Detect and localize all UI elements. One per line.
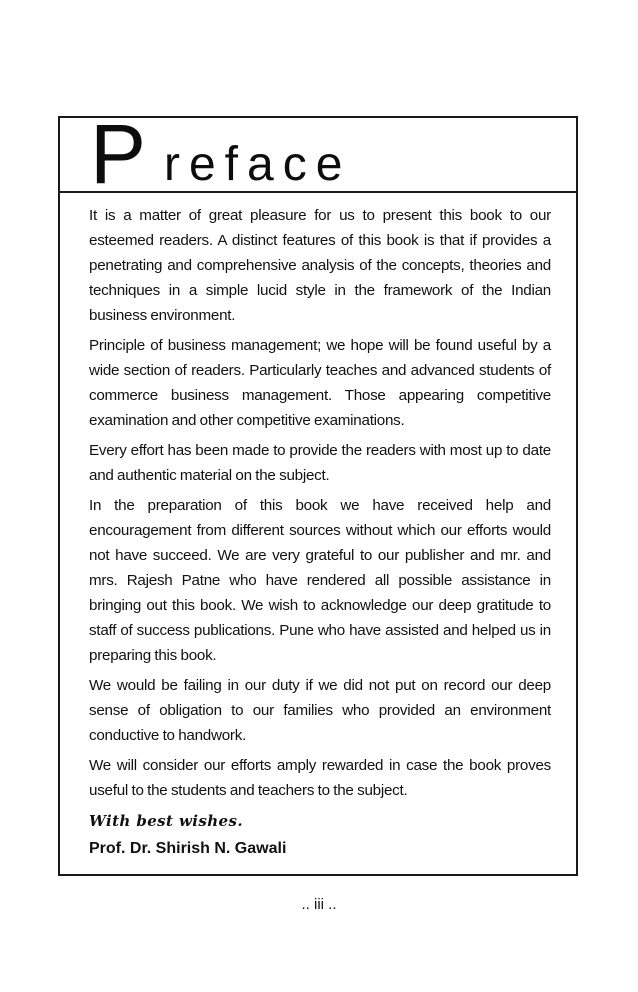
paragraph: In the preparation of this book we have received help and encouragement from different sources without which our efforts would not have succeed. We are very grateful to our publisher and mr. and mrs. Rajesh Patne who have rendered all possible assistance in bringing out this book. We wish to acknowledge our deep gratitude to staff of success publications. Pune who have assisted and helped us in preparing this book.: [89, 497, 551, 664]
preface-header: [60, 107, 576, 201]
title-initial: P: [90, 107, 147, 201]
paragraph: We will consider our efforts amply rewarded in case the book proves useful to the students and teachers to the subject.: [89, 757, 551, 799]
paragraph: Every effort has been made to provide the readers with most up to date and authentic material on the subject.: [89, 442, 551, 484]
author-name: Prof. Dr. Shirish N. Gawali: [89, 840, 287, 857]
closing-wishes: With best wishes.: [89, 812, 243, 830]
preface-frame: [58, 107, 578, 876]
paragraph: It is a matter of great pleasure for us to present this book to our esteemed readers. A distinct features of this book is that if provides a penetrating and comprehensive analysis of the concepts, theories and techniques in a simple lucid style in the framework of the Indian business environment.: [89, 207, 551, 324]
page-number: .. iii ..: [301, 896, 337, 913]
paragraph: Principle of business management; we hope will be found useful by a wide section of readers. Particularly teaches and advanced students of commerce business management. Those appearing competitive examination and other competitive examinations.: [89, 337, 551, 429]
title-rest: reface: [164, 138, 352, 191]
preface-body: [89, 203, 551, 864]
paragraph: We would be failing in our duty if we did not put on record our deep sense of obligation to our families who provided an environment conductive to handwork.: [89, 677, 551, 744]
